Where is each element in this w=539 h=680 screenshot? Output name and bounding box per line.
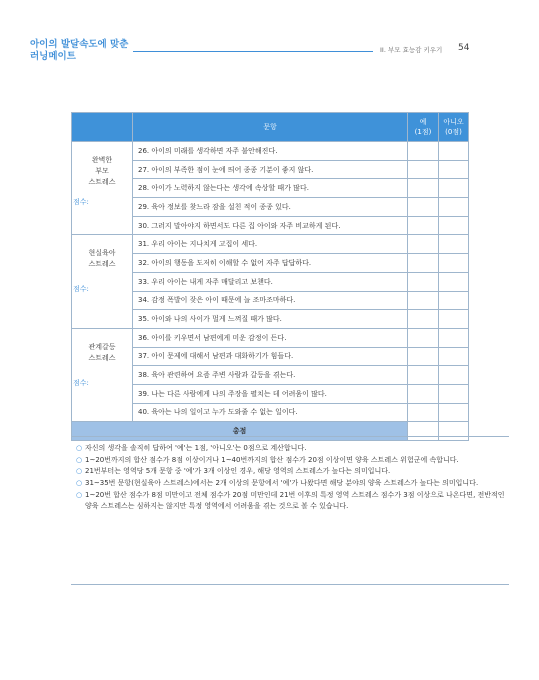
table-row xyxy=(72,216,510,235)
no-checkbox-cell[interactable] xyxy=(439,235,469,254)
table-row xyxy=(72,235,510,254)
no-checkbox-cell[interactable] xyxy=(439,160,469,179)
header-rule xyxy=(133,51,373,52)
scoring-notes xyxy=(71,436,509,585)
category-cell xyxy=(72,142,133,235)
note-item: ○ 21번부터는 영역당 5개 문항 중 '예'가 3개 이상인 경우, 해당 영역의 스트레스가 높다는 의미입니다. xyxy=(71,466,509,477)
table-row xyxy=(72,254,510,273)
no-checkbox-cell[interactable] xyxy=(439,142,469,161)
yes-label: 예 xyxy=(419,118,427,126)
yes-checkbox-cell[interactable] xyxy=(408,198,439,217)
yes-checkbox-cell[interactable] xyxy=(408,384,439,403)
category-cell xyxy=(72,235,133,328)
bullet-icon: ○ xyxy=(76,467,83,476)
category-name: 현실육아 스트레스 xyxy=(88,249,116,269)
table-row xyxy=(72,384,510,403)
question-column-header: 문항 xyxy=(133,113,408,142)
note-item: ○ 1~20번 합산 점수가 8점 미만이고 전체 점수가 20점 미만인데 21번 이후의 특정 영역 스트레스 점수가 3점 이상으로 나온다면, 전반적인 양육 스트레스는 심하지는 않지만 특정 영역에서 어려움을 겪는 것으로 볼 수 있습니다. xyxy=(76,490,505,511)
question-text: 29. 육아 정보를 찾느라 잠을 설친 적이 종종 있다. xyxy=(133,198,408,217)
bullet-icon: ○ xyxy=(76,490,83,499)
question-text: 30. 그러지 말아야지 하면서도 다른 집 아이와 자주 비교하게 된다. xyxy=(133,216,408,235)
no-checkbox-cell[interactable] xyxy=(439,328,469,347)
bullet-icon: ○ xyxy=(76,455,83,464)
bullet-icon: ○ xyxy=(76,479,83,488)
category-name: 관계갈등 스트레스 xyxy=(88,342,116,362)
note-item: ○ 자신의 생각을 솔직히 답하여 '예'는 1점, '아니오'는 0점으로 계산합니다. xyxy=(71,443,509,454)
table-row xyxy=(72,160,510,179)
no-checkbox-cell[interactable] xyxy=(439,403,469,422)
question-text: 35. 아이와 나의 사이가 멀게 느껴질 때가 많다. xyxy=(133,310,408,329)
yes-checkbox-cell[interactable] xyxy=(408,366,439,385)
no-checkbox-cell[interactable] xyxy=(439,384,469,403)
table-row xyxy=(72,347,510,366)
table-row xyxy=(72,366,510,385)
question-text: 28. 아이가 노력하지 않는다는 생각에 속상할 때가 많다. xyxy=(133,179,408,198)
bullet-icon: ○ xyxy=(76,444,83,452)
yes-checkbox-cell[interactable] xyxy=(408,254,439,273)
yes-checkbox-cell[interactable] xyxy=(408,235,439,254)
yes-points: (1점) xyxy=(414,128,432,136)
section-title: II. 부모 효능감 키우기 xyxy=(380,46,443,54)
stress-questionnaire-table xyxy=(71,112,510,441)
category-score-label: 점수: xyxy=(73,285,89,294)
no-column-header xyxy=(439,113,469,142)
yes-column-header xyxy=(408,113,439,142)
no-checkbox-cell[interactable] xyxy=(439,291,469,310)
no-label: 아니오 xyxy=(443,118,464,126)
category-score-label: 점수: xyxy=(73,378,89,387)
question-text: 36. 아이를 키우면서 남편에게 미운 감정이 든다. xyxy=(133,328,408,347)
table-row xyxy=(72,291,510,310)
no-checkbox-cell[interactable] xyxy=(439,254,469,273)
note-item: ○ 1~20번까지의 합산 점수가 8점 이상이거나 1~40번까지의 합산 점수가 20점 이상이면 양육 스트레스 위험군에 속합니다. xyxy=(71,455,509,466)
question-text: 26. 아이의 미래를 생각하면 자주 불안해진다. xyxy=(133,142,408,161)
question-text: 27. 아이의 부족한 점이 눈에 띄어 종종 기분이 좋지 않다. xyxy=(133,160,408,179)
question-text: 33. 우리 아이는 내게 자주 매달리고 보챈다. xyxy=(133,272,408,291)
question-text: 39. 나는 다른 사람에게 나의 주장을 펼치는 데 어려움이 많다. xyxy=(133,384,408,403)
no-checkbox-cell[interactable] xyxy=(439,272,469,291)
table-row xyxy=(72,310,510,329)
question-text: 38. 육아 관련하여 요즘 주변 사람과 갈등을 겪는다. xyxy=(133,366,408,385)
yes-checkbox-cell[interactable] xyxy=(408,142,439,161)
book-title xyxy=(30,39,128,62)
yes-checkbox-cell[interactable] xyxy=(408,291,439,310)
note-item: ○ 31~35번 문항(현실육아 스트레스)에서는 2개 이상의 문항에서 '예'가 나왔다면 해당 분야의 양육 스트레스가 높다는 의미입니다. xyxy=(71,478,509,489)
table-header-row xyxy=(72,113,510,142)
yes-checkbox-cell[interactable] xyxy=(408,403,439,422)
book-title-line1: 아이의 발달속도에 맞춘 xyxy=(30,39,129,50)
table-row xyxy=(72,272,510,291)
no-checkbox-cell[interactable] xyxy=(439,366,469,385)
yes-checkbox-cell[interactable] xyxy=(408,328,439,347)
question-text: 34. 감정 폭발이 잦은 아이 때문에 늘 조마조마하다. xyxy=(133,291,408,310)
yes-checkbox-cell[interactable] xyxy=(408,347,439,366)
yes-checkbox-cell[interactable] xyxy=(408,179,439,198)
question-text: 31. 우리 아이는 지나치게 고집이 세다. xyxy=(133,235,408,254)
category-cell xyxy=(72,328,133,421)
no-checkbox-cell[interactable] xyxy=(439,198,469,217)
no-checkbox-cell[interactable] xyxy=(439,347,469,366)
table-row xyxy=(72,198,510,217)
no-checkbox-cell[interactable] xyxy=(439,216,469,235)
no-checkbox-cell[interactable] xyxy=(439,310,469,329)
question-text: 32. 아이의 행동을 도저히 이해할 수 없어 자주 답답하다. xyxy=(133,254,408,273)
category-score-label: 점수: xyxy=(73,198,89,206)
yes-checkbox-cell[interactable] xyxy=(408,160,439,179)
question-text: 37. 아이 문제에 대해서 남편과 대화하기가 힘들다. xyxy=(133,347,408,366)
total-label: 총점 xyxy=(72,422,408,441)
page-number: 54 xyxy=(458,43,470,53)
table-row xyxy=(72,142,510,161)
no-checkbox-cell[interactable] xyxy=(439,179,469,198)
yes-checkbox-cell[interactable] xyxy=(408,272,439,291)
yes-checkbox-cell[interactable] xyxy=(408,216,439,235)
table-row xyxy=(72,403,510,422)
yes-checkbox-cell[interactable] xyxy=(408,310,439,329)
book-title-line2: 러닝메이트 xyxy=(30,50,76,62)
question-text: 40. 육아는 나의 일이고 누가 도와줄 수 없는 일이다. xyxy=(133,403,408,422)
no-points: (0점) xyxy=(445,128,462,136)
table-row xyxy=(72,179,510,198)
category-name: 완벽한 부모 스트레스 xyxy=(88,156,116,186)
table-row xyxy=(72,328,510,347)
